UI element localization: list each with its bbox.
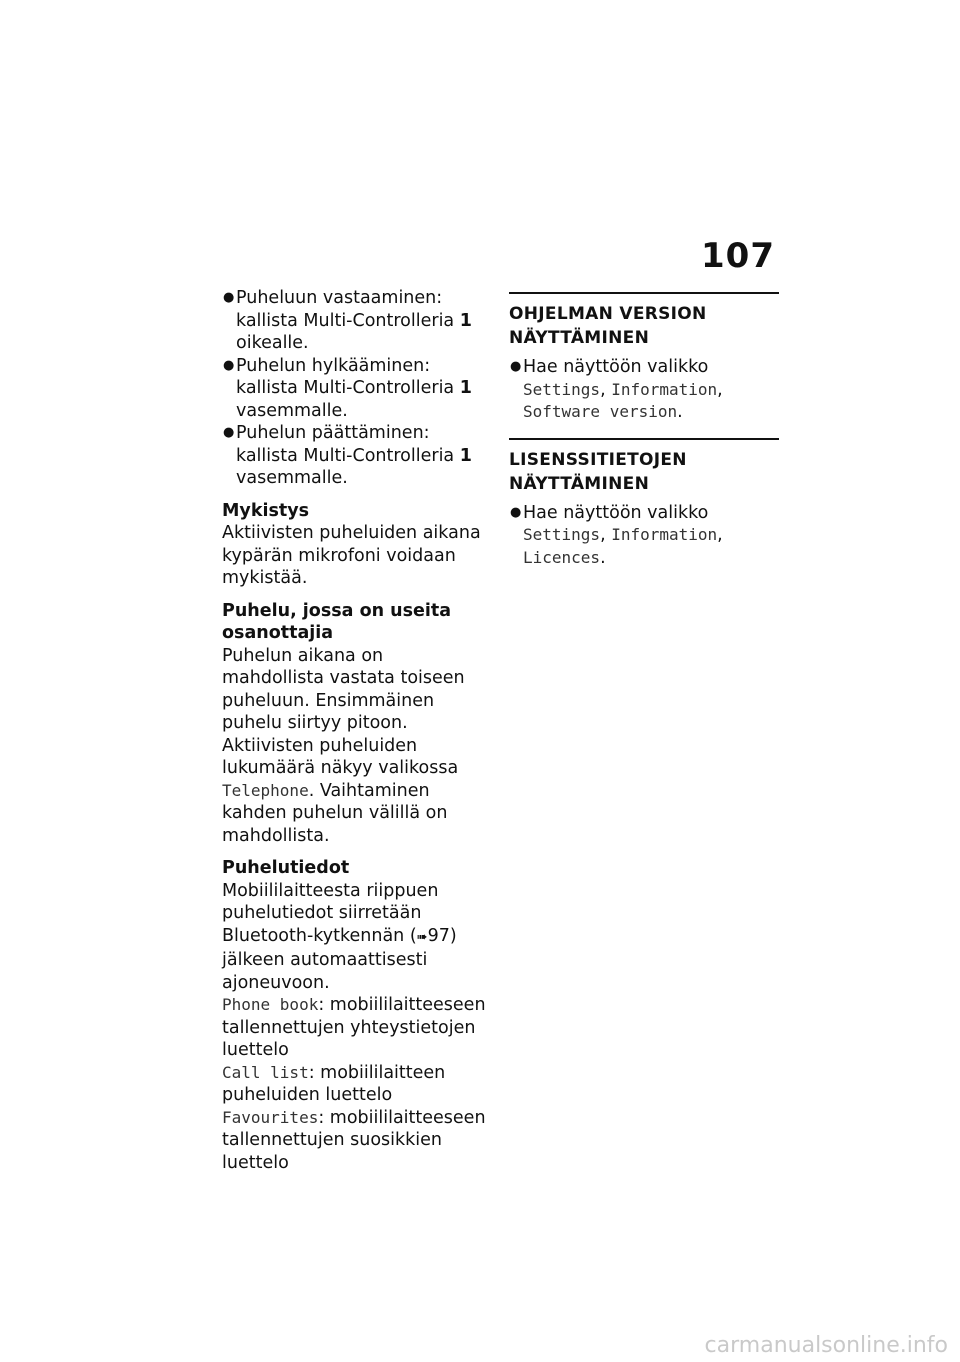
definition-item — [222, 1107, 490, 1175]
bullet-text: Puhelun päättäminen: kallista Multi-Controlleria — [236, 423, 460, 466]
call-data-text-end: ) jälkeen automaattisesti ajoneuvoon. — [222, 925, 457, 993]
call-data-text: Mobiililaitteesta riippuen puhelutiedot siirretään Bluetooth-kytkennän ( — [222, 880, 439, 946]
bullet-icon: ● — [223, 290, 235, 305]
menu-path: Settings, Information, Licences. — [523, 525, 723, 568]
bullet-icon: ● — [510, 504, 522, 520]
definition-item — [222, 1062, 490, 1107]
callout-number: 1 — [459, 378, 472, 398]
list-item — [222, 287, 490, 355]
page-number: 107 — [701, 236, 775, 276]
menu-path-item: Settings — [523, 525, 601, 544]
menu-path-item: Information — [611, 379, 718, 399]
term-description: : mobiililaitteeseen tallennettujen suosikkien luettelo — [222, 1107, 486, 1173]
bullet-text: Hae näyttöön valikko — [523, 502, 709, 523]
list-item — [222, 422, 490, 490]
menu-path-item: Software version — [523, 402, 678, 421]
menu-path: Settings, Information, Software version. — [523, 379, 723, 422]
multi-call-heading: Puhelu, jossa on useita osanottajia — [222, 600, 452, 643]
call-data-paragraph — [222, 880, 490, 995]
call-data-heading: Puhelutiedot — [222, 858, 350, 878]
callout-number: 1 — [459, 310, 472, 331]
page-reference: 97 — [427, 925, 450, 946]
bullet-tail: vasemmalle. — [236, 468, 348, 488]
bullet-text: Hae näyttöön valikko — [523, 357, 709, 377]
menu-path-item: Settings — [523, 379, 601, 399]
list-item — [509, 356, 779, 379]
list-item — [509, 502, 779, 525]
term-description: : mobiililaitteeseen tallennettujen yhteystietojen luettelo — [222, 995, 486, 1060]
watermark: carmanualsonline.info — [704, 1333, 948, 1358]
menu-path-item: Information — [611, 525, 718, 544]
multi-call-text-end: . Vaihtaminen kahden puhelun välillä on mahdollista. — [222, 780, 448, 846]
term-description: : mobiililaitteen puheluiden luettelo — [222, 1062, 446, 1105]
mute-paragraph: Aktiivisten puheluiden aikana kypärän mikrofoni voidaan mykistää. — [222, 523, 481, 588]
callout-number: 1 — [459, 445, 472, 466]
bullet-icon: ● — [223, 425, 235, 440]
menu-term: Favourites — [222, 1107, 319, 1127]
page-reference-arrow-icon: ➠ — [416, 929, 428, 945]
definition-item — [222, 994, 490, 1062]
menu-term: Call list — [222, 1062, 309, 1082]
bullet-icon: ● — [223, 357, 235, 373]
bullet-text: Puheluun vastaaminen: kallista Multi-Controlleria — [236, 288, 460, 331]
section-divider — [509, 292, 779, 350]
mute-heading: Mykistys — [222, 500, 310, 521]
section-divider — [509, 438, 779, 496]
bullet-icon: ● — [510, 359, 522, 374]
menu-path-item: Licences — [523, 547, 601, 567]
multi-call-text: Puhelun aikana on mahdollista vastata toiseen puheluun. Ensimmäinen puhelu siirtyy pitoon. Aktiivisten puheluiden lukumäärä näkyy valikossa — [222, 645, 465, 778]
software-version-heading: OHJELMAN VERSION NÄYTTÄMINEN — [509, 304, 707, 348]
list-item — [222, 355, 490, 423]
menu-term: Phone book — [222, 995, 319, 1014]
licences-heading: LISENSSITIETOJEN NÄYTTÄMINEN — [509, 449, 687, 494]
bullet-tail: oikealle. — [236, 333, 309, 353]
menu-reference: Telephone — [222, 780, 309, 800]
left-column — [222, 287, 490, 1174]
bullet-text: Puhelun hylkääminen: kallista Multi-Controlleria — [236, 355, 460, 398]
multi-call-paragraph — [222, 645, 490, 848]
right-column — [509, 287, 779, 569]
bullet-tail: vasemmalle. — [236, 400, 348, 421]
